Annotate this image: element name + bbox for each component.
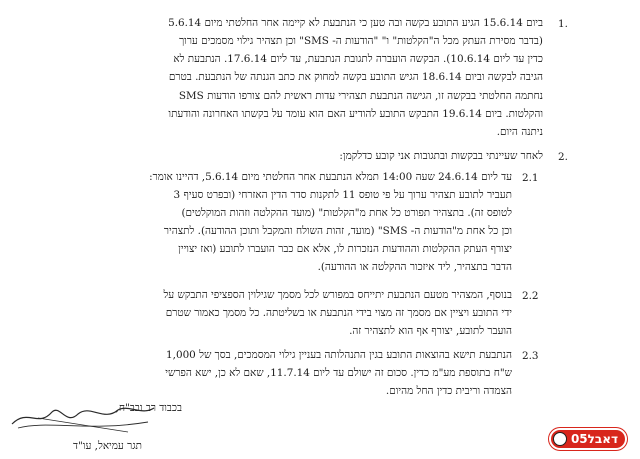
- subitem-2-1-line: יצורף העתק ההקלטות וההודעות הנזכרות לו, אלא אם כבר הועברו לתובע (ואז יצויין: [178, 243, 512, 255]
- subitem-2-1-line: תעביר לתובע תצהיר ערוך על פי טופס 11 לתקנות סדר הדין האזרחי (ובפרט סעיף 3: [173, 189, 512, 201]
- subitem-2-3-line: הנתבעת תישא בהוצאות התובע בגין התנהלותה בעניין גילוי המסמכים, בסך של 1,000: [166, 349, 512, 361]
- item-1-line: נחתמה החלטתי בבקשה זו, הגישה הנתבעת תצהירי עדות ראשית להם צורפו הודעות SMS: [178, 90, 543, 102]
- handwritten-signature: [8, 398, 158, 434]
- subitem-2-1-line: לטופס זה). בתצהיר תפורט כל אחת מ"הקלטות" (מועד ההקלטה וזהות המוקלטים): [181, 207, 512, 219]
- subitem-2-2-line: הועבר לתובע, יצורף אף הוא לתצהיר זה.: [349, 325, 512, 337]
- item-1-line: כדין עד ליום 10.6.14). הבקשה הועברה לתגובת הנתבעת, עד ליום 17.6.14. הנתבעת לא: [173, 53, 543, 65]
- subitem-number: 2.2: [522, 290, 539, 302]
- subitem-number: 2.3: [522, 350, 539, 362]
- soccer-ball-icon: [553, 432, 567, 446]
- item-1-line: ביום 15.6.14 הגיע התובע בקשה ובה טען כי הנתבעת לא קיימה אחר החלטתי מיום 5.6.14: [168, 17, 543, 29]
- closing-greeting: בכבוד רב ובב"ח,: [115, 402, 182, 414]
- subitem-2-2-line: ידי התובע ויציין אם מסמך זה מצוי בידי הנתבעת או בשליטתה. כל מסמך כאמור שטרם: [165, 307, 512, 319]
- item-1-line: (בדבר מסירת העתק מכל ה"הקלטות" ו" "הודעות ה- SMS" וכן תצהיר גילוי מסמכים ערוך: [179, 35, 543, 47]
- item-number: 2.: [558, 151, 568, 163]
- subitem-2-2-line: בנוסף, המצהיר מטעם הנתבעת יתייחס במפורש לכל מסמך שגילוין הספציפי התבקש על: [163, 289, 512, 301]
- signer-name: תגר עמיאל, עו"ד: [73, 440, 142, 452]
- item-1-line: והקלטות. ביום 19.6.14 התבקש התובע להודיע האם הוא עומד על בקשתו האחרונה והודעתו: [168, 108, 543, 120]
- item-1-line: ניתנה היום.: [496, 126, 543, 138]
- subitem-2-1-line: הדבר בתצהיר, ליד איזכור ההקלטה או ההודעה).: [317, 261, 512, 273]
- logo-text: דאבל05: [570, 432, 619, 446]
- watermark-logo: [542, 428, 634, 450]
- subitem-2-1-line: עד ליום 24.6.14 שעה 14:00 תמלא הנתבעת אחר החלטתי מיום 5.6.14, דהיינו אומר:: [149, 171, 512, 183]
- item-1-line: הגיבה לבקשה וביום 18.6.14 הגיש התובע בקשה למחוק את כתב הגנתה של הנתבעת. בטרם: [168, 71, 543, 83]
- item-number: 1.: [558, 18, 568, 30]
- subitem-number: 2.1: [522, 172, 539, 184]
- item-2-line: לאחר שעיינתי בבקשות ובתגובות אני קובע כדלקמן:: [339, 150, 543, 162]
- logo-badge: [551, 430, 625, 448]
- subitem-2-3-line: הצמדה וריבית כדין החל מהיום.: [385, 385, 512, 397]
- subitem-2-3-line: ש"ח בתוספת מע"מ כדין. סכום זה ישולם עד ליום 11.7.14, שאם לא כן, ישא הפרשי: [165, 367, 512, 379]
- subitem-2-1-line: וכן כל אחת מ"הודעות ה- SMS" (מועד, זהות השולח והמקבל ותוכן ההודעה). לתצהיר: [163, 225, 512, 237]
